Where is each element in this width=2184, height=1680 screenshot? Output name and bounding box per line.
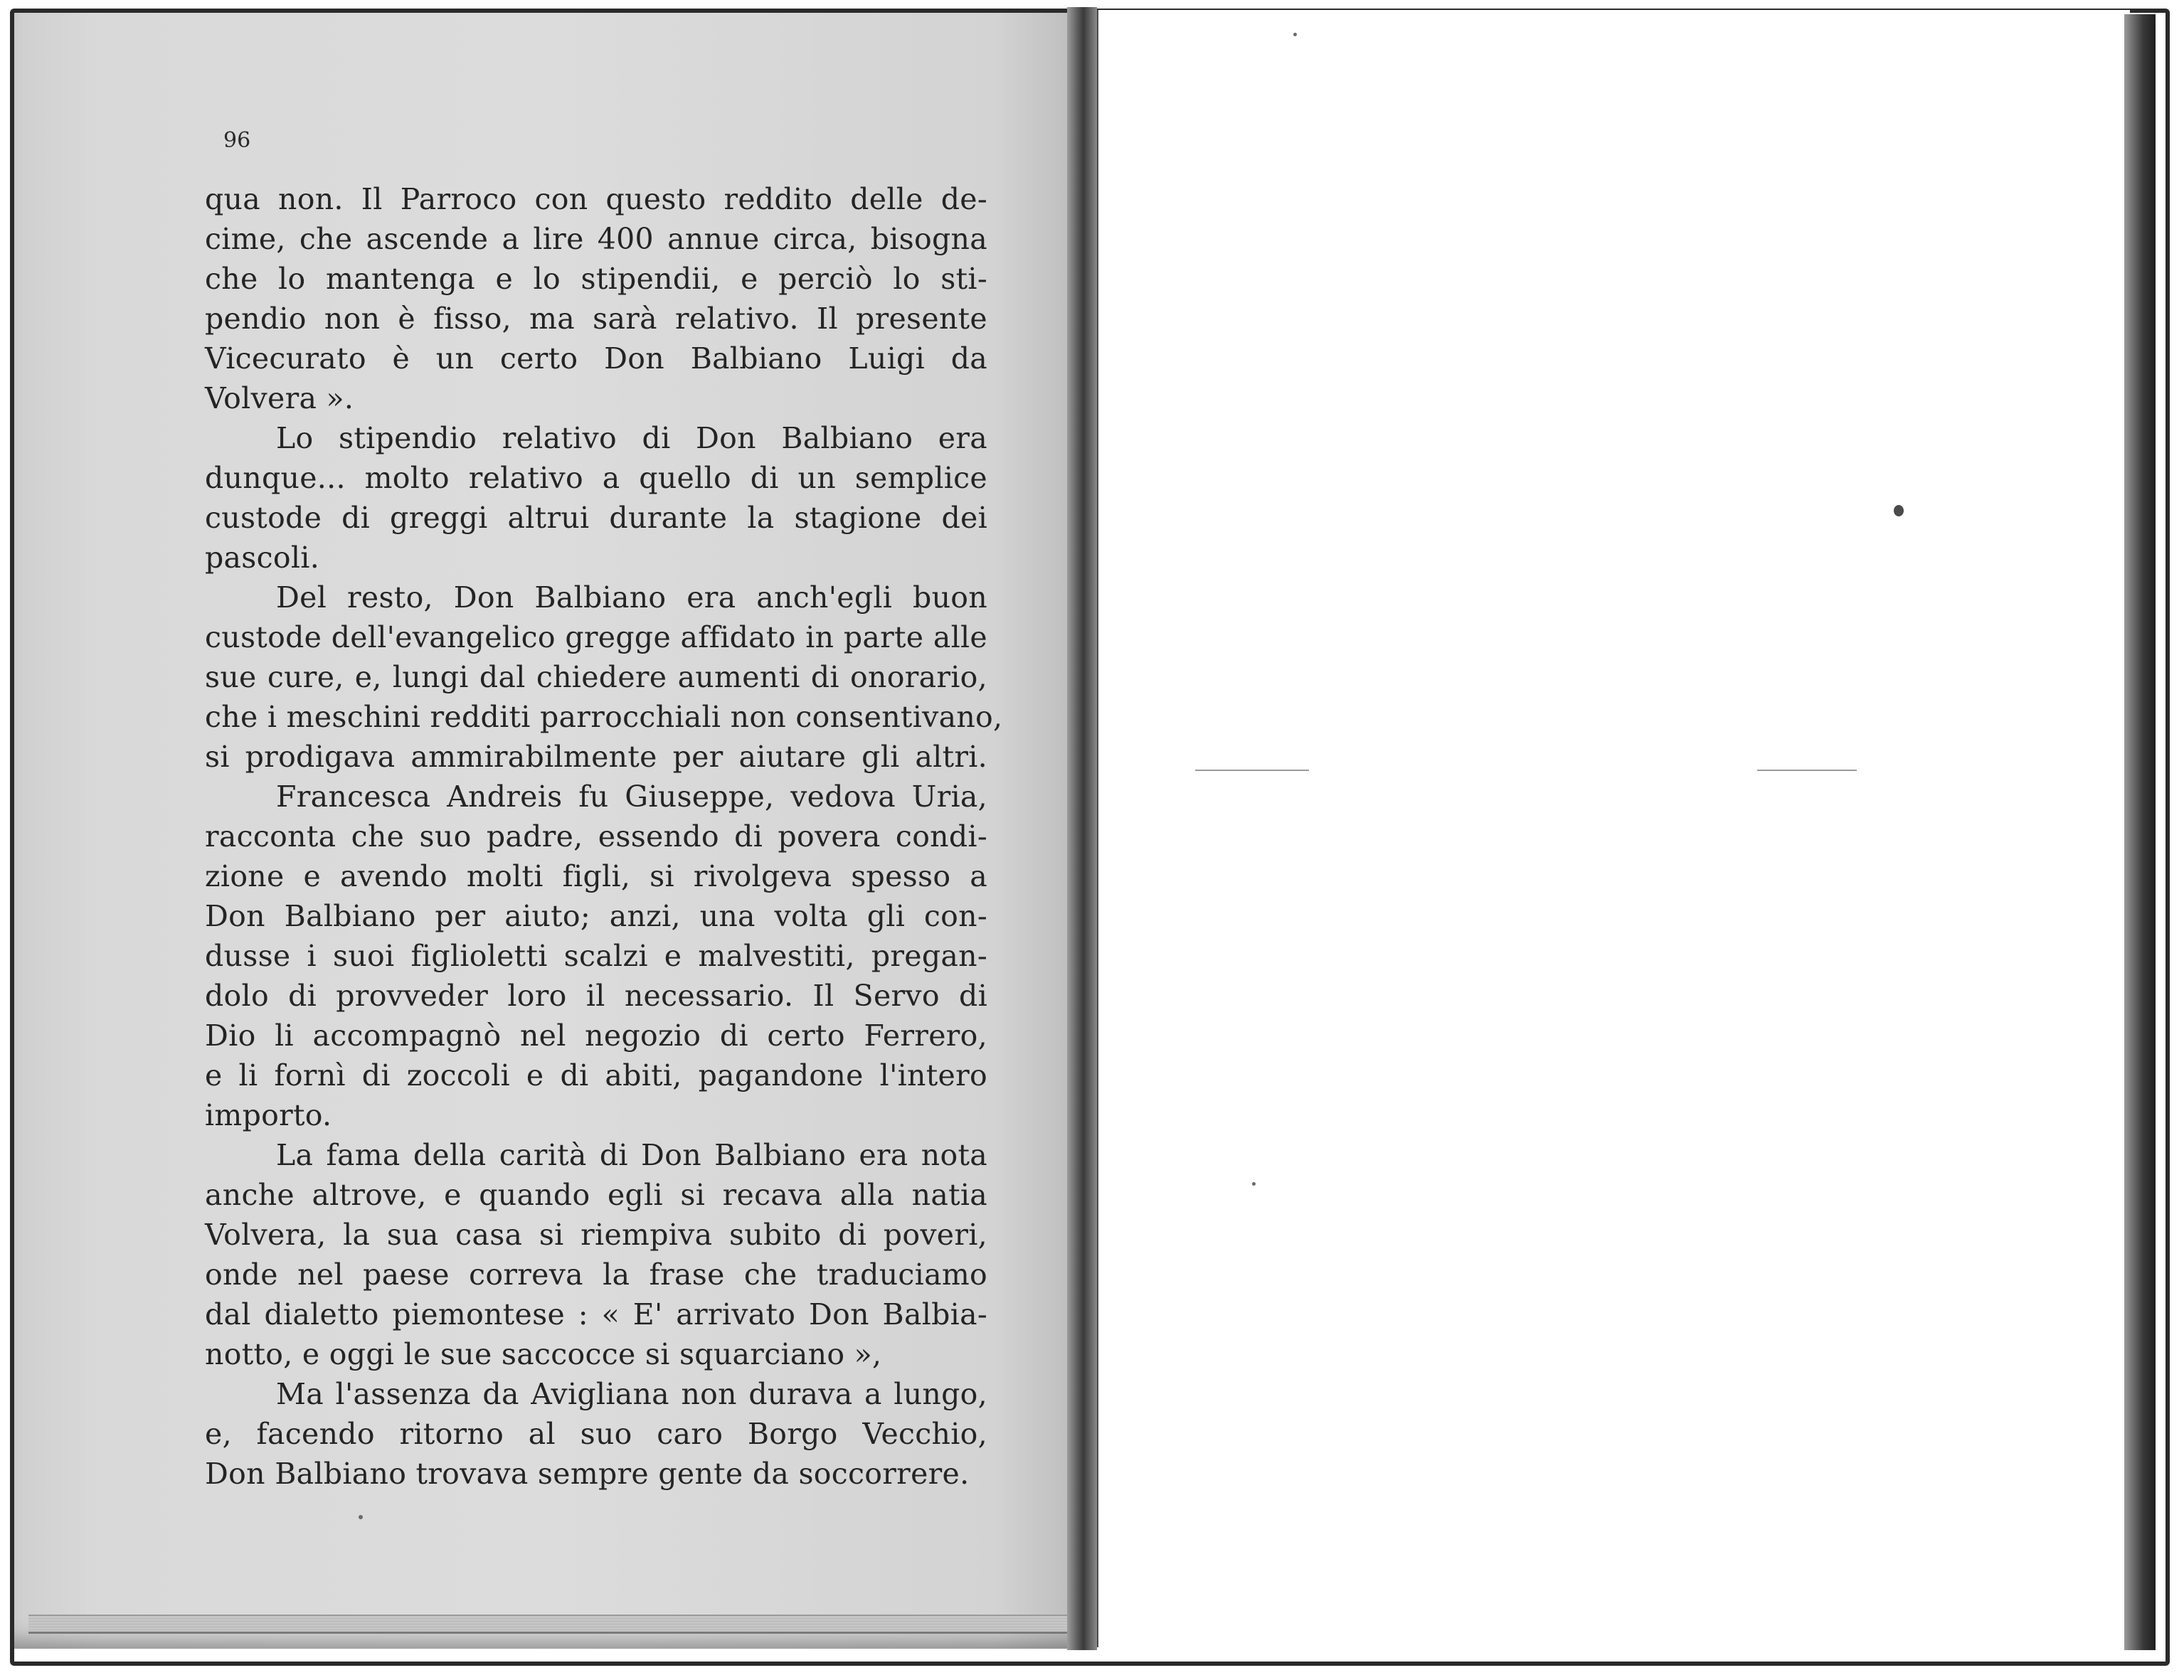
text-line: Don Balbiano per aiuto; anzi, una volta gli con- [205,899,987,933]
text-line: onde nel paese correva la frase che traduciamo [205,1258,987,1292]
text-line: si prodigava ammirabilmente per aiutare gli altri. [205,740,987,774]
text-line: importo. [205,1098,332,1132]
right-page-blank [1097,10,2130,1647]
text-line: qua non. Il Parroco con questo reddito delle de- [205,182,987,216]
page-number: 96 [223,128,251,153]
text-line: e, facendo ritorno al suo caro Borgo Vecchio, [205,1417,987,1451]
scan-speck [359,1515,363,1519]
text-line: Don Balbiano trovava sempre gente da soccorrere. [205,1457,970,1491]
text-line: cime, che ascende a lire 400 annue circa, bisogna [205,222,987,256]
text-line: Ma l'assenza da Avigliana non durava a lungo, [276,1377,987,1411]
text-line: custode di greggi altrui durante la stagione dei [205,501,987,535]
text-line: Volvera ». [205,381,354,415]
page-stack-edge [28,1615,1067,1634]
text-line: sue cure, e, lungi dal chiedere aumenti di onorario, [205,660,987,694]
text-line: pendio non è fisso, ma sarà relativo. Il presente [205,302,987,336]
text-line: anche altrove, e quando egli si recava alla natia [205,1178,987,1212]
text-line: Francesca Andreis fu Giuseppe, vedova Uria, [276,780,987,814]
text-line: notto, e oggi le sue saccocce si squarciano », [205,1337,882,1371]
text-line: Volvera, la sua casa si riempiva subito di poveri, [205,1218,987,1252]
text-line: zione e avendo molti figli, si rivolgeva spesso a [205,859,987,893]
text-line: La fama della carità di Don Balbiano era nota [276,1138,987,1172]
faint-rule [1757,770,1857,771]
book-gutter [1067,7,1097,1650]
text-line: racconta che suo padre, essendo di povera condi- [205,819,987,854]
scan-speck [1894,505,1904,516]
text-line: Lo stipendio relativo di Don Balbiano era [276,421,987,455]
text-line: e li fornì di zoccoli e di abiti, pagandone l'intero [205,1058,987,1092]
scan-speck [1252,1182,1256,1186]
text-line: dal dialetto piemontese : « E' arrivato Don Balbia- [205,1297,987,1331]
text-line: dusse i suoi figlioletti scalzi e malvestiti, pregan- [205,939,987,973]
text-line: che i meschini redditi parrocchiali non consentivano, [205,700,1003,734]
text-line: custode dell'evangelico gregge affidato in parte alle [205,620,987,654]
text-line: dolo di provveder loro il necessario. Il Servo di [205,979,987,1013]
scan-speck [1293,33,1297,36]
text-line: dunque... molto relativo a quello di un semplice [205,461,987,495]
text-line: che lo mantenga e lo stipendii, e perciò lo sti- [205,262,987,296]
right-page-edge [2124,14,2156,1650]
text-line: pascoli. [205,541,320,575]
text-line: Del resto, Don Balbiano era anch'egli buon [276,580,987,615]
faint-rule [1195,770,1309,771]
text-line: Vicecurato è un certo Don Balbiano Luigi da [205,341,987,376]
text-line: Dio li accompagnò nel negozio di certo Ferrero, [205,1019,987,1053]
body-text [205,179,1003,1494]
